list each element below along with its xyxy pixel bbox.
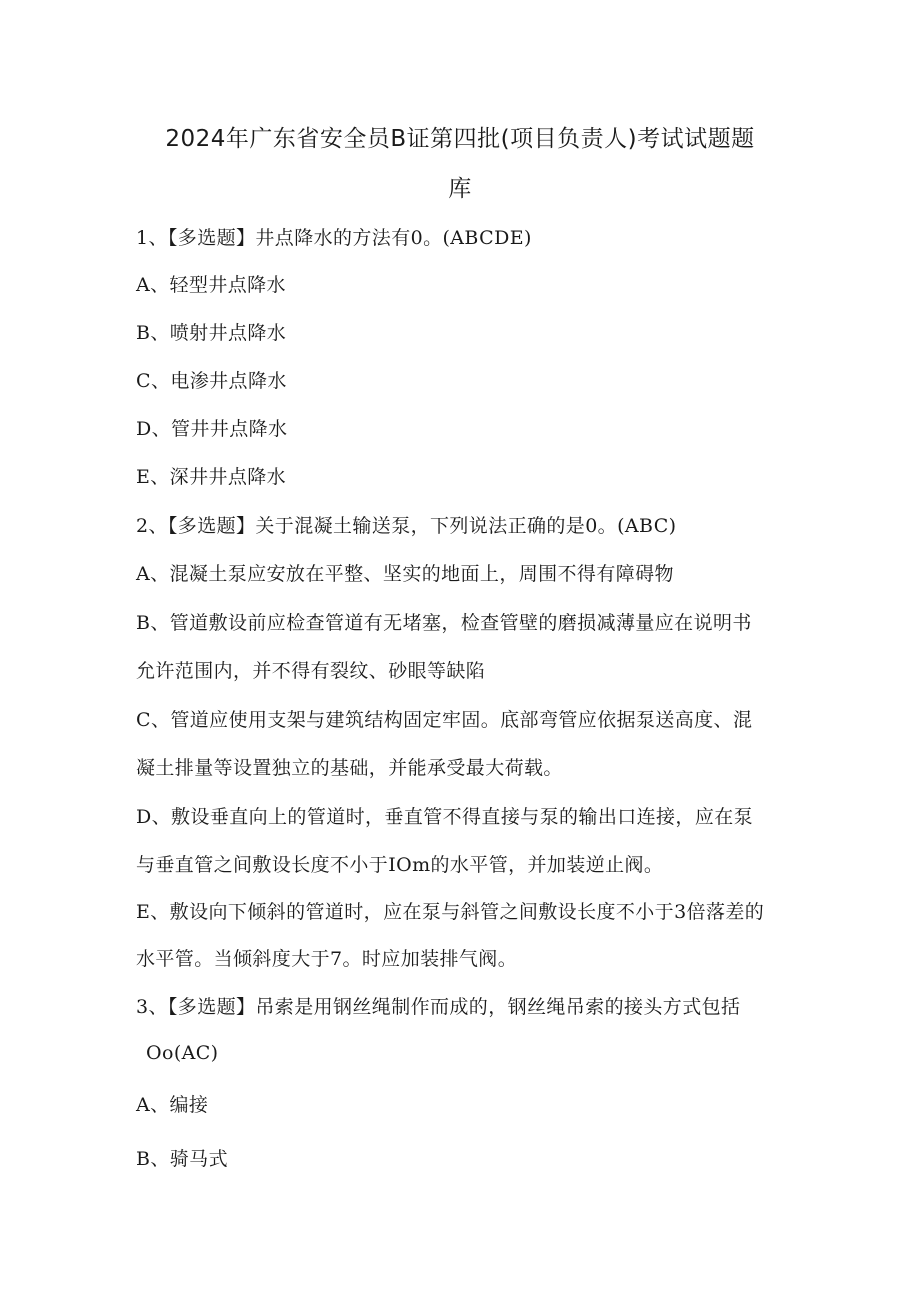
document-title-line2: 库 <box>448 176 472 202</box>
q1-option-d: D、管井井点降水 <box>136 418 288 440</box>
q2-option-e-line2: 水平管。当倾斜度大于7。时应加装排气阀。 <box>136 948 518 970</box>
q3-stem-line2: Oo(AC) <box>146 1042 219 1064</box>
q1-option-a: A、轻型井点降水 <box>136 274 286 296</box>
q3-stem-line1: 3、【多选题】吊索是用钢丝绳制作而成的，钢丝绳吊索的接头方式包括 <box>136 996 741 1018</box>
q2-stem: 2、【多选题】关于混凝土输送泵，下列说法正确的是0。(ABC) <box>136 515 677 537</box>
q2-option-d-line1: D、敷设垂直向上的管道时，垂直管不得直接与泵的输出口连接，应在泵 <box>136 806 754 828</box>
q1-option-e: E、深井井点降水 <box>136 466 287 488</box>
q2-option-e-line1: E、敷设向下倾斜的管道时，应在泵与斜管之间敷设长度不小于3倍落差的 <box>136 901 765 923</box>
q1-option-c: C、电渗井点降水 <box>136 370 287 392</box>
q2-option-b-line1: B、管道敷设前应检查管道有无堵塞，检查管壁的磨损减薄量应在说明书 <box>136 612 752 634</box>
document-title-line1: 2024年广东省安全员B证第四批(项目负责人)考试试题题 <box>165 126 755 152</box>
q2-option-b-line2: 允许范围内，并不得有裂纹、砂眼等缺陷 <box>136 660 486 682</box>
q2-option-d-line2: 与垂直管之间敷设长度不小于IOm的水平管，并加装逆止阀。 <box>136 854 664 876</box>
q3-option-a: A、编接 <box>136 1094 209 1116</box>
q2-option-c-line2: 凝土排量等设置独立的基础，并能承受最大荷载。 <box>136 757 563 779</box>
q3-option-b: B、骑马式 <box>136 1148 228 1170</box>
q2-option-a: A、混凝土泵应安放在平整、坚实的地面上，周围不得有障碍物 <box>136 563 674 585</box>
q1-stem: 1、【多选题】井点降水的方法有0。(ABCDE) <box>136 227 532 249</box>
q1-option-b: B、喷射井点降水 <box>136 322 287 344</box>
q2-option-c-line1: C、管道应使用支架与建筑结构固定牢固。底部弯管应依据泵送高度、混 <box>136 709 753 731</box>
